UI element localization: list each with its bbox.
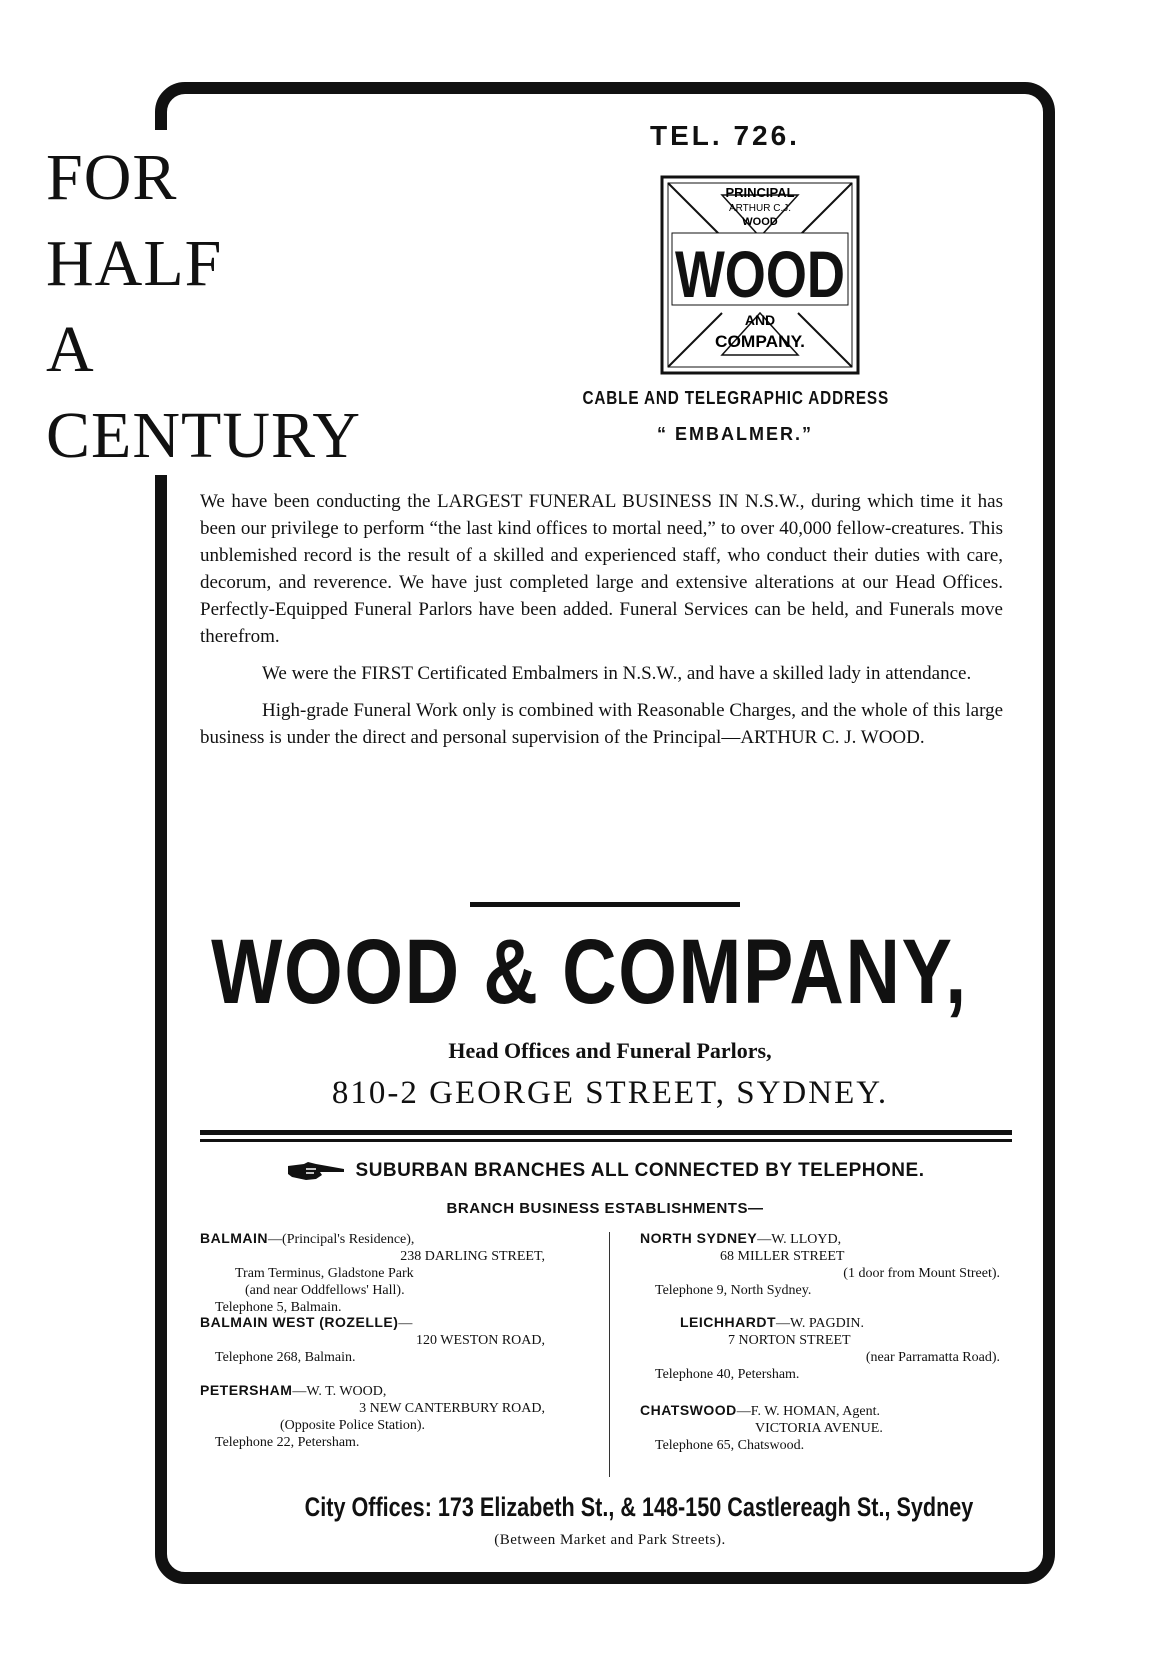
- cable-address-word: “ EMBALMER.”: [657, 424, 813, 444]
- headline-line-2: HALF: [46, 227, 223, 300]
- branch-line: (and near Oddfellows' Hall).: [245, 1283, 405, 1298]
- telephone-number: TEL. 726.: [650, 120, 800, 151]
- branch-name: BALMAIN: [200, 1230, 269, 1246]
- branch-detail: —F. W. HOMAN, Agent.: [736, 1404, 880, 1419]
- branch-detail: —: [398, 1316, 413, 1331]
- divider-short: [470, 902, 740, 907]
- branch-name: NORTH SYDNEY: [640, 1230, 758, 1246]
- wood-company-logo: [660, 175, 860, 375]
- cable-address-label: CABLE AND TELEGRAPHIC ADDRESS: [582, 388, 890, 408]
- branch-line: Telephone 5, Balmain.: [215, 1300, 342, 1315]
- branch-chatswood: [640, 1402, 1000, 1454]
- branch-establishments-heading: BRANCH BUSINESS ESTABLISHMENTS—: [446, 1200, 764, 1217]
- branch-line: Telephone 40, Petersham.: [655, 1367, 800, 1382]
- logo-wood-small: WOOD: [742, 216, 778, 228]
- logo-principal: PRINCIPAL: [725, 185, 795, 200]
- branch-line: Telephone 22, Petersham.: [215, 1435, 360, 1450]
- suburban-text: SUBURBAN BRANCHES ALL CONNECTED BY TELEPHONE.: [355, 1160, 925, 1182]
- branch-name: LEICHHARDT: [680, 1314, 776, 1330]
- branch-detail: —W. T. WOOD,: [292, 1384, 387, 1399]
- paragraph-2: We were the FIRST Certificated Embalmers in N.S.W., and have a skilled lady in attendance.: [262, 663, 972, 684]
- paragraph-1: We have been conducting the LARGEST FUNERAL BUSINESS IN N.S.W., during which time it has been our privilege to perform “the last kind offices to mortal need,” to over 40,000 fellow-creatures. This unblemished record is the result of a skilled and experienced staff, who conduct their duties with care, decorum, and reverence. We have just completed large and extensive alterations at our Head Offices. Perfectly-Equipped Funeral Parlors have been added. Funeral Services can be held, and Funerals move therefrom.: [200, 491, 1003, 647]
- branch-detail: —W. LLOYD,: [757, 1232, 842, 1247]
- branch-line: Telephone 65, Chatswood.: [655, 1438, 805, 1453]
- branch-name: CHATSWOOD: [640, 1402, 737, 1418]
- headline-line-4: CENTURY: [46, 399, 362, 472]
- branch-balmain-west: [200, 1314, 545, 1366]
- logo-wood-big: WOOD: [675, 237, 845, 311]
- logo-company: COMPANY.: [715, 332, 805, 351]
- branch-line: (Opposite Police Station).: [280, 1418, 426, 1433]
- branch-line: 68 MILLER STREET: [720, 1249, 845, 1264]
- branch-line: 120 WESTON ROAD,: [416, 1333, 545, 1348]
- headline: [46, 135, 361, 479]
- branch-line: VICTORIA AVENUE.: [755, 1421, 883, 1436]
- logo-arthur: ARTHUR C.J.: [728, 203, 792, 214]
- column-divider: [609, 1232, 610, 1477]
- between-streets: (Between Market and Park Streets).: [494, 1532, 726, 1548]
- logo-and: AND: [744, 312, 776, 328]
- city-offices: City Offices: 173 Elizabeth St., & 148-150 Castlereagh St., Sydney: [304, 1492, 974, 1522]
- divider-double: [200, 1130, 1012, 1142]
- headline-line-1: FOR: [46, 141, 178, 214]
- branch-north-sydney: [640, 1230, 1000, 1299]
- branch-name: PETERSHAM: [200, 1382, 293, 1398]
- suburban-branches-line: [205, 1160, 1005, 1182]
- body-text: [200, 488, 1003, 761]
- street-address: 810-2 GEORGE STREET, SYDNEY.: [331, 1075, 889, 1111]
- headline-line-3: A: [46, 313, 95, 386]
- branch-line: Telephone 268, Balmain.: [215, 1350, 356, 1365]
- pointing-hand-icon: [286, 1160, 346, 1182]
- branch-leichhardt: [640, 1314, 1000, 1383]
- paragraph-3: High-grade Funeral Work only is combined with Reasonable Charges, and the whole of this large business is under the direct and personal supervision of the Principal—ARTHUR C. J. WOOD.: [200, 700, 1003, 748]
- branch-name: BALMAIN WEST (ROZELLE): [200, 1314, 399, 1330]
- branch-balmain: [200, 1230, 545, 1316]
- branch-line: 238 DARLING STREET,: [400, 1249, 545, 1264]
- company-name: WOOD & COMPANY,: [211, 921, 968, 1023]
- branch-line: Telephone 9, North Sydney.: [655, 1283, 812, 1298]
- branch-detail: —(Principal's Residence),: [268, 1232, 415, 1247]
- branch-line: 3 NEW CANTERBURY ROAD,: [359, 1401, 545, 1416]
- branch-detail: —W. PAGDIN.: [776, 1316, 865, 1331]
- branch-line: (1 door from Mount Street).: [843, 1266, 1000, 1281]
- head-offices-line: Head Offices and Funeral Parlors,: [448, 1038, 772, 1063]
- branch-line: Tram Terminus, Gladstone Park: [235, 1266, 414, 1281]
- branch-line: (near Parramatta Road).: [865, 1350, 1000, 1365]
- branch-petersham: [200, 1382, 545, 1451]
- branch-line: 7 NORTON STREET: [728, 1333, 851, 1348]
